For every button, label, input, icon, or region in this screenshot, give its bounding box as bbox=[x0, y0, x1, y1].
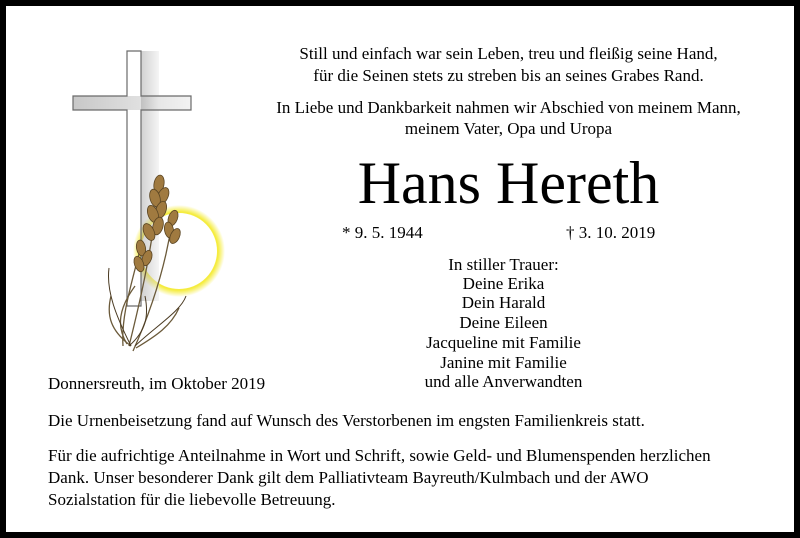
death-date: † 3. 10. 2019 bbox=[566, 223, 656, 242]
cross-beam-shade bbox=[73, 96, 191, 110]
deceased-name: Hans Hereth bbox=[357, 150, 660, 216]
mourner-name: Jacqueline mit Familie bbox=[426, 333, 581, 352]
thanks-line-1: Für die aufrichtige Anteilnahme in Wort und Schrift, sowie Geld- und Blumenspenden herzlichen bbox=[48, 446, 711, 465]
burial-notice: Die Urnenbeisetzung fand auf Wunsch des Verstorbenen im engsten Familienkreis statt. bbox=[48, 411, 645, 430]
mourner-name: Deine Eileen bbox=[459, 313, 548, 332]
thanks-line-3: Sozialstation für die liebevolle Betreuung. bbox=[48, 490, 336, 509]
farewell-line-2: meinem Vater, Opa und Uropa bbox=[404, 119, 613, 138]
mourner-name: Dein Harald bbox=[461, 293, 546, 312]
place-and-date: Donnersreuth, im Oktober 2019 bbox=[48, 374, 266, 393]
verse-line-2: für die Seinen stets zu streben bis an seines Grabes Rand. bbox=[313, 66, 704, 85]
birth-date: * 9. 5. 1944 bbox=[342, 223, 423, 242]
mourners-heading: In stiller Trauer: bbox=[448, 255, 559, 274]
mourner-name: Janine mit Familie bbox=[440, 353, 567, 372]
cross-with-wheat-and-sun-icon bbox=[61, 46, 231, 366]
mourner-name: und alle Anverwandten bbox=[424, 372, 583, 391]
verse-line-1: Still und einfach war sein Leben, treu und fleißig seine Hand, bbox=[299, 44, 718, 63]
farewell-line-1: In Liebe und Dankbarkeit nahmen wir Abschied von meinem Mann, bbox=[276, 98, 741, 117]
thanks-line-2: Dank. Unser besonderer Dank gilt dem Palliativteam Bayreuth/Kulmbach und der AWO bbox=[48, 468, 649, 487]
mourner-name: Deine Erika bbox=[462, 274, 545, 293]
